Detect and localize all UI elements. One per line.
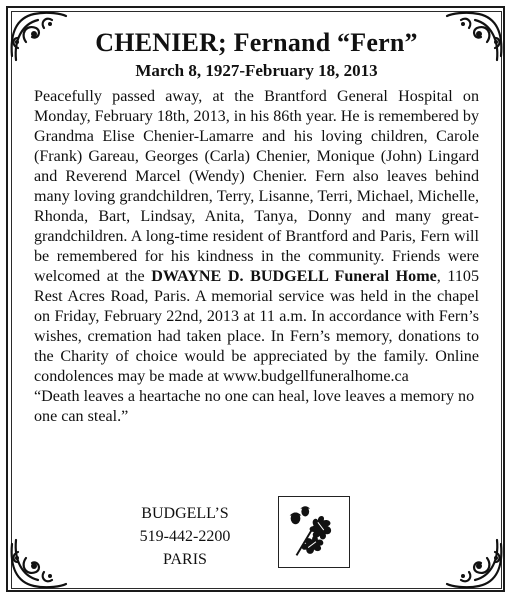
city-name: PARIS bbox=[163, 551, 207, 568]
corner-flourish-icon bbox=[443, 534, 509, 596]
funeral-home-name: DWAYNE D. BUDGELL Funeral Home bbox=[151, 268, 437, 285]
paragraph-text-part2: , 1105 Rest Acres Road, Paris. A memorial service was held in the chapel on Friday, February 22nd, 2013 at 11 a.m. In accordance with Fern’s wishes, cremation had taken place. In Fern’s memory, donations to the Charity of choice would be appreciated by the family. Online condolences may be made at www.budgellfuneralhome.ca bbox=[34, 268, 480, 385]
obituary-paragraph bbox=[34, 87, 479, 387]
corner-flourish-icon bbox=[4, 534, 70, 596]
funeral-home-contact bbox=[105, 502, 265, 571]
obituary-body bbox=[34, 87, 479, 427]
life-dates: March 8, 1927-February 18, 2013 bbox=[135, 61, 378, 80]
business-name: BUDGELL’S bbox=[141, 505, 229, 522]
phone-number: 519-442-2200 bbox=[139, 528, 231, 545]
memorial-quote: “Death leaves a heartache no one can heal, love leaves a memory no one can steal.” bbox=[34, 388, 475, 425]
obituary-name-title: CHENIER; Fernand “Fern” bbox=[95, 28, 418, 57]
paragraph-text-part1: Peacefully passed away, at the Brantford General Hospital on Monday, February 18th, 2013, in his 86th year. He is remembered by Grandma Elise Chenier-Lamarre and his loving children, Carole (Frank) Gareau, Georges (Carla) Chenier, Monique (John) Lingard and Reverend Marcel (Wendy) Chenier. Fern also leaves behind many loving grandchildren, Terry, Lisanne, Terri, Michael, Michelle, Rhonda, Bart, Lindsay, Anita, Tanya, Donny and many great-grandchildren. A long-time resident of Brantford and Paris, Fern will be remembered for his kindness in the community. Friends were welcomed at the bbox=[34, 88, 479, 285]
oak-leaf-acorn-icon bbox=[278, 496, 350, 568]
